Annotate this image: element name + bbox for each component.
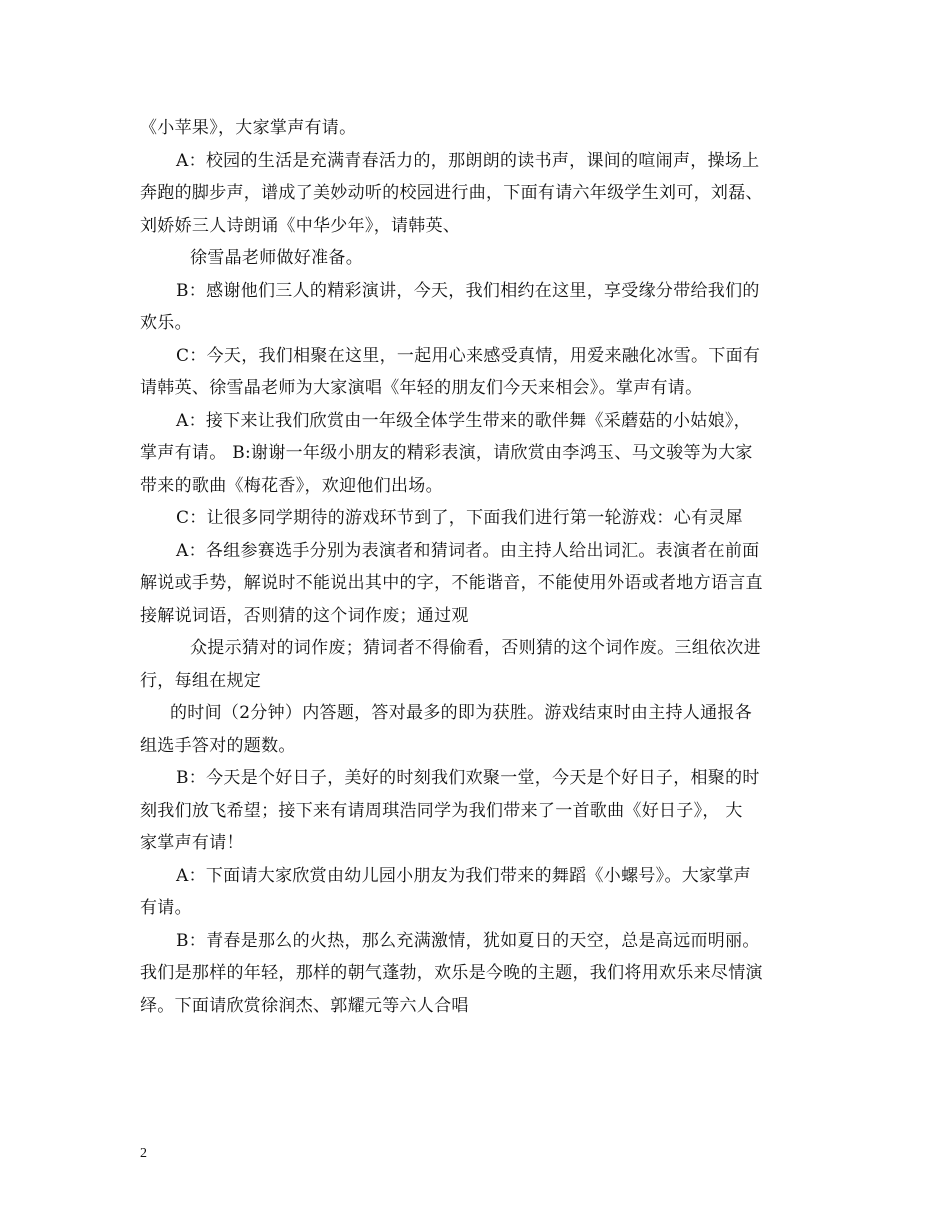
text-line: A：接下来让我们欣赏由一年级全体学生带来的歌伴舞《采蘑菇的小姑娘》， [176,410,751,431]
text-line: B：今天是个好日子，美好的时刻我们欢聚一堂，今天是个好日子，相聚的时 [176,768,760,788]
text-line: 接解说词语，否则猜的这个词作废；通过观 [140,605,469,626]
text-line: 请韩英、徐雪晶老师为大家演唱《年轻的朋友们今天来相会》。掌声有请。 [140,378,703,398]
text-line: 解说或手势，解说时不能说出其中的字，不能谐音，不能使用外语或者地方语言直 [140,573,763,593]
text-line: 带来的歌曲《梅花香》，欢迎他们出场。 [140,475,443,496]
text-line: 奔跑的脚步声，谱成了美妙动听的校园进行曲，下面有请六年级学生刘可，刘磊、 [140,183,763,203]
text-line: 组选手答对的题数。 [140,735,296,756]
text-line: 有请。 [140,898,192,918]
text-line: 刻我们放飞希望；接下来有请周琪浩同学为我们带来了一首歌曲《好日子》， 大 [140,800,743,821]
text-line: 徐雪晶老师做好准备。 [190,248,363,268]
text-line: 家掌声有请！ [140,833,244,853]
text-line: A：各组参赛选手分别为表演者和猜词者。由主持人给出词汇。表演者在前面 [176,540,760,561]
text-line: B：感谢他们三人的精彩演讲，今天，我们相约在这里，享受缘分带给我们的 [176,280,760,301]
document-body [140,112,815,1022]
page-number: 2 [140,1146,147,1161]
text-line: 绎。下面请欣赏徐润杰、郭耀元等六人合唱 [140,995,469,1016]
text-line: 的时间（2分钟）内答题，答对最多的即为获胜。游戏结束时由主持人通报各 [170,703,753,723]
text-line: A：校园的生活是充满青春活力的，那朗朗的读书声，课间的喧闹声，操场上 [176,150,760,171]
text-line: A：下面请大家欣赏由幼儿园小朋友为我们带来的舞蹈《小螺号》。大家掌声 [176,865,751,886]
text-line: 众提示猜对的词作废；猜词者不得偷看，否则猜的这个词作废。三组依次进 [190,638,761,658]
text-line: 掌声有请。 B:谢谢一年级小朋友的精彩表演，请欣赏由李鸿玉、马文骏等为大家 [140,443,753,463]
text-line: 《小苹果》，大家掌声有请。 [140,118,357,138]
text-line: B：青春是那么的火热，那么充满激情，犹如夏日的天空，总是高远而明丽。 [176,930,760,951]
text-line: 我们是那样的年轻，那样的朝气蓬勃，欢乐是今晚的主题，我们将用欢乐来尽情演 [140,963,763,983]
text-line: 行，每组在规定 [140,670,262,691]
text-line: C：让很多同学期待的游戏环节到了，下面我们进行第一轮游戏：心有灵犀 [176,508,743,528]
text-line: 刘娇娇三人诗朗诵《中华少年》，请韩英、 [140,215,461,236]
text-line: C：今天，我们相聚在这里，一起用心来感受真情，用爱来融化冰雪。下面有 [176,345,761,366]
text-line: 欢乐。 [140,313,192,333]
